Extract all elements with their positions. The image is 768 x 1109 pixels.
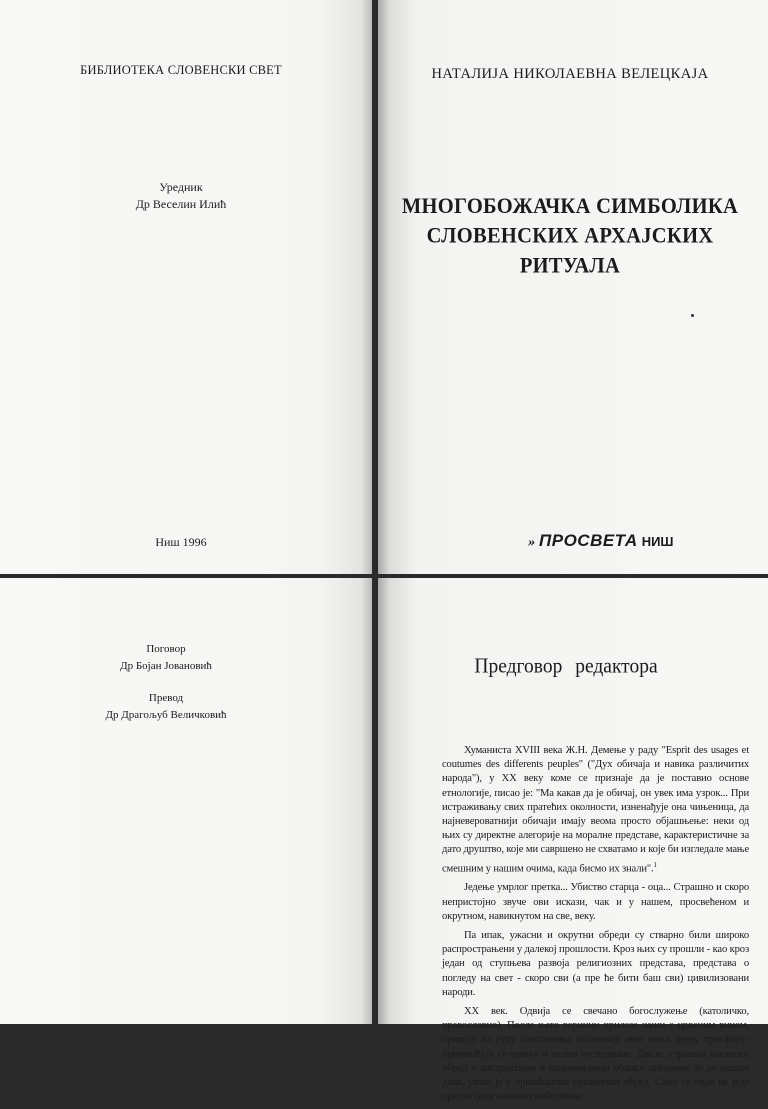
book-title-line-1: МНОГОБОЖАЧКА СИМБОЛИКА — [401, 194, 739, 219]
paragraph: Једење умрлог претка... Убиство старца - оца... Страшно и скоро непристојно звуче ови искази, чак и у нашем, просвећеном и окрутном, навикнутом на све, веку. — [442, 882, 749, 922]
imprint-place-year: Ниш 1996 — [155, 535, 207, 549]
preface-body — [442, 744, 749, 1109]
publisher-name: ПРОСВЕТА — [539, 531, 638, 550]
page-title — [378, 0, 768, 574]
page-series-info — [0, 0, 372, 574]
preface-heading: Предговор редактора — [474, 654, 658, 678]
publisher-logo — [528, 531, 674, 551]
page-preface — [378, 578, 768, 1103]
editor-label: Уредник — [159, 180, 203, 194]
speck-mark — [691, 314, 694, 317]
publisher-mark-icon: » — [526, 535, 538, 550]
book-title-line-3: РИТУАЛА — [519, 253, 621, 278]
book-title — [372, 192, 768, 281]
page-credits — [0, 578, 372, 1024]
paragraph: Па ипак, ужасни и окрутни обреди су стварно били широко распрострањени у далекој прошлости. Кроз њих су прошли - као кроз један од ступњева развоја религиозних представа, представа о погледу на свет - скоро сви (а пре ће бити баш сви) цивилизовани народи. — [442, 929, 749, 998]
afterword-author: Др Бојан Јовановић — [120, 660, 212, 672]
author-name: НАТАЛИЈА НИКОЛАЕВНА ВЕЛЕЦКАЈА — [431, 66, 709, 82]
series-title: БИБЛИОТЕКА СЛОВЕНСКИ СВЕТ — [80, 63, 282, 77]
translation-label: Превод — [148, 692, 184, 704]
footnote-mark: 1 — [653, 860, 657, 869]
book-title-line-2: СЛОВЕНСКИХ АРХАЈСКИХ — [426, 223, 714, 249]
paragraph: XX век. Одвија се свечано богослужење (католичко, православно). После њега верници прилазе чаши с црвеним вином, примају из руку свештеника кашичицу овог вина, једну просфору: причешћују се крвљу и телом господњим. Дакле, страшан пагански обред у апстрактном и оплемењеном облику преживео је до наших дана, ушао је у хришћански празнични обред. Само се овде не једе предак (или његова симболична — [442, 1005, 749, 1103]
publisher-city: НИШ — [641, 534, 674, 549]
paragraph-text: Хуманиста XVIII века Ж.Н. Демење у раду "Esprit des usages et coutumes des differents peuples" ("Дух обичаја и навика различитих народа"), у XX веку коме се признаје да је поставио основе етнологије, писао је: "Ма какав да је обичај, он увек има узрок... При истраживању свих пратећих околности, изненађује она чињеница, да најневероватнији обичаји имају веома просто објашњење: неки од њих су директне алегорије на моралне представе, карактеристичне за дато друштво, које ми савршено не схватамо и које би изгледале мање смешним у нашим очима, када бисмо их знали". — [442, 745, 749, 875]
paragraph — [442, 744, 749, 876]
afterword-label: Поговор — [146, 643, 186, 655]
translator-name: Др Драгољуб Величковић — [105, 709, 227, 721]
editor-name: Др Веселин Илић — [135, 197, 227, 211]
